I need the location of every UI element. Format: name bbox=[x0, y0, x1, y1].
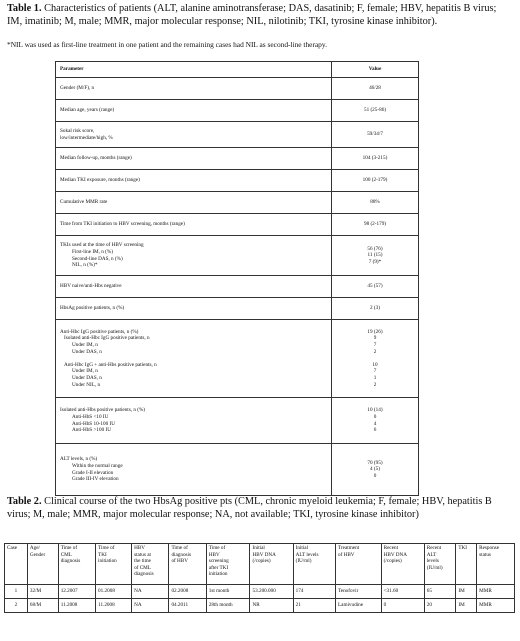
table1-param: Isolated anti-Hbs positive patients, n (%) bbox=[60, 407, 145, 414]
table2-cell: IM bbox=[456, 599, 477, 613]
table1-subparam: Second-line DAS, n (%) bbox=[72, 255, 123, 262]
table2-header-cell: Initial HBV DNA (/copies) bbox=[250, 544, 293, 585]
table1-row bbox=[56, 78, 419, 100]
table2-cell: 174 bbox=[293, 585, 335, 599]
table1-param: Time from TKI initiation to HBV screening, months (range) bbox=[60, 221, 185, 228]
table1-header-value: Value bbox=[332, 62, 419, 78]
table2-header-cell: Treatment of HBV bbox=[335, 544, 381, 585]
table1-param: Sokal risk score, low/intermediate/high, % bbox=[60, 127, 113, 141]
table1-subparam: Anti-Hbc IgG + anti-Hbs positive patients, n bbox=[64, 361, 157, 368]
table2-cell: 20 bbox=[424, 599, 456, 613]
table2-cell: NR bbox=[250, 599, 293, 613]
table2-header-cell: Time of TKI initiation bbox=[96, 544, 132, 585]
table2-header-cell: Time of diagnosis of HBV bbox=[169, 544, 206, 585]
table2-header-row bbox=[5, 544, 515, 585]
table1-param: Median TKI exposure, months (range) bbox=[60, 177, 140, 184]
table2-cell: 11.2008 bbox=[96, 599, 132, 613]
table1-value: 2 (3) bbox=[370, 305, 380, 312]
table2-cell: 0 bbox=[381, 599, 424, 613]
table1-subvalue bbox=[336, 355, 414, 362]
table2-header-cell: Time of HBV screening after TKI initiation bbox=[206, 544, 250, 585]
table1-subparam: Anti-HbS <10 IU bbox=[72, 413, 109, 420]
table2-cell: 2 bbox=[5, 599, 28, 613]
table2-cell: 32/M bbox=[27, 585, 58, 599]
table1-caption bbox=[7, 3, 507, 28]
table2-cell: 04.2011 bbox=[169, 599, 206, 613]
table2-header-cell: Recent HBV DNA (/copies) bbox=[381, 544, 424, 585]
table1-param: Cumulative MMR rate bbox=[60, 199, 108, 206]
table2-cell: NA bbox=[132, 585, 169, 599]
table2-header-cell: Case bbox=[5, 544, 28, 585]
table1-subvalue: 4 bbox=[373, 420, 377, 427]
table2-cell: 21 bbox=[293, 599, 335, 613]
table1-value: 88% bbox=[370, 199, 380, 206]
table2-cell: NA bbox=[132, 599, 169, 613]
table1-subparam: Within the normal range bbox=[72, 462, 123, 469]
table2-cell: IM bbox=[456, 585, 477, 599]
table1 bbox=[55, 61, 419, 496]
table2-cell: MMR bbox=[477, 599, 515, 613]
table1-param: Gender (M/F), n bbox=[60, 85, 95, 92]
table1-row bbox=[56, 444, 419, 496]
table1-row bbox=[56, 170, 419, 192]
table1-subparam: Isolated anti-Hbc IgG positive patients, n bbox=[64, 335, 150, 342]
table1-subvalue: 7 bbox=[373, 368, 377, 375]
table1-subvalue: 7 (9)* bbox=[368, 258, 382, 265]
table2-header-cell: Recent ALT levels (IU/ml) bbox=[424, 544, 456, 585]
table1-value: 19 (26) bbox=[367, 328, 383, 335]
table1-subparam: NIL, n (%)* bbox=[72, 262, 98, 269]
table1-param: TKIs used at the time of HBV screening bbox=[60, 242, 144, 249]
table2-cell: 02.2008 bbox=[169, 585, 206, 599]
table1-param: Median age, years (range) bbox=[60, 107, 115, 114]
table1-subparam bbox=[60, 355, 327, 362]
table1-row bbox=[56, 100, 419, 122]
table1-value: 51 (25-86) bbox=[363, 107, 387, 114]
table2-header-cell: Age/ Gender bbox=[27, 544, 58, 585]
table1-param: Median follow-up, months (range) bbox=[60, 155, 132, 162]
table1-caption-label: Table 1. bbox=[7, 3, 42, 14]
table1-header-row bbox=[56, 62, 419, 78]
table1-subvalue: 0 bbox=[373, 472, 377, 479]
table2-header-cell: Time of CML diagnosis bbox=[58, 544, 95, 585]
table1-value: 46/28 bbox=[369, 85, 381, 92]
table1-subparam: Grade I-II elevation bbox=[72, 469, 114, 476]
table1-subvalue: 6 bbox=[373, 427, 377, 434]
table1-subparam: First-line IM, n (%) bbox=[72, 248, 113, 255]
table2-cell: MMR bbox=[477, 585, 515, 599]
table1-row bbox=[56, 298, 419, 320]
table1-param: ALT levels, n (%) bbox=[60, 456, 98, 463]
table1-subvalue: 11 (15) bbox=[367, 252, 383, 259]
table2-cell: 68/M bbox=[27, 599, 58, 613]
table1-value: 10 (14) bbox=[367, 407, 383, 414]
table1-param: HBV naive/anti-Hbs negative bbox=[60, 283, 122, 290]
table2-row bbox=[5, 599, 515, 613]
table2-caption bbox=[7, 496, 507, 521]
table1-row bbox=[56, 192, 419, 214]
table1-subparam: Under IM, n bbox=[72, 368, 98, 375]
table2-cell: 01.2008 bbox=[96, 585, 132, 599]
table1-row bbox=[56, 320, 419, 398]
table2-cell: 28th month bbox=[206, 599, 250, 613]
table1-param: HbsAg positive patients, n (%) bbox=[60, 305, 125, 312]
table1-row bbox=[56, 122, 419, 148]
table1-row bbox=[56, 148, 419, 170]
table1-subvalue: 0 bbox=[373, 413, 377, 420]
table1-subvalue: 2 bbox=[373, 381, 377, 388]
table2-cell: 53.200.000 bbox=[250, 585, 293, 599]
table1-subparam: Under IM, n bbox=[72, 342, 98, 349]
table1-subvalue: 70 (95) bbox=[367, 459, 383, 466]
table1-row bbox=[56, 214, 419, 236]
table1-subvalue: 56 (76) bbox=[367, 245, 383, 252]
table1-subparam: Under NIL, n bbox=[72, 381, 101, 388]
table2-row bbox=[5, 585, 515, 599]
table1-subparam: Under DAS, n bbox=[72, 374, 102, 381]
table2-header-cell: Response status bbox=[477, 544, 515, 585]
table2-cell: 65 bbox=[424, 585, 456, 599]
table1-caption-text: Characteristics of patients (ALT, alanine aminotransferase; DAS, dasatinib; F, female; HBV, hepatitis B virus; IM, imatinib; M, male; MMR, major molecular response; NIL, nilotinib; TKI, tyrosine kinase inhibitor). bbox=[7, 3, 497, 27]
table1-subvalue: 1 bbox=[373, 374, 377, 381]
table1-subparam: Under DAS, n bbox=[72, 348, 102, 355]
table2 bbox=[4, 543, 515, 613]
table1-row bbox=[56, 276, 419, 298]
table1-subparam: Grade III-IV elevation bbox=[72, 476, 119, 483]
table1-footnote: *NIL was used as first-line treatment in one patient and the remaining cases had NIL as second-line therapy. bbox=[7, 40, 327, 49]
table2-caption-label: Table 2. bbox=[7, 496, 42, 507]
table2-cell: 1 bbox=[5, 585, 28, 599]
table1-subvalue: 9 bbox=[373, 335, 377, 342]
table2-header-cell: Initial ALT levels (IU/ml) bbox=[293, 544, 335, 585]
table1-row bbox=[56, 398, 419, 444]
table1-value: 45 (57) bbox=[367, 283, 383, 290]
table2-cell: 12.2007 bbox=[58, 585, 95, 599]
table1-param: Anti-Hbc IgG positive patients, n (%) bbox=[60, 328, 139, 335]
table1-subvalue: 4 (5) bbox=[370, 466, 380, 473]
table1-subparam: Anti-HbS >100 IU bbox=[72, 427, 111, 434]
table2-cell: <31.60 bbox=[381, 585, 424, 599]
table1-row bbox=[56, 236, 419, 276]
table1-value: 104 (3-215) bbox=[362, 155, 388, 162]
table1-subvalue: 7 bbox=[373, 342, 377, 349]
table2-cell: 1st month bbox=[206, 585, 250, 599]
table2-cell: 11.2008 bbox=[58, 599, 95, 613]
table1-value: 98 (2-179) bbox=[363, 221, 387, 228]
table1-subvalue: 10 bbox=[372, 361, 378, 368]
table1-value: 59/34/7 bbox=[367, 131, 383, 138]
table1-subparam: Anti-HbS 10-100 IU bbox=[72, 420, 115, 427]
table2-cell: Tenofovir bbox=[335, 585, 381, 599]
table2-cell: Lamivudine bbox=[335, 599, 381, 613]
table1-subvalue: 2 bbox=[373, 348, 377, 355]
table1-header-parameter: Parameter bbox=[56, 62, 332, 78]
table2-header-cell: TKI bbox=[456, 544, 477, 585]
table1-value: 100 (2-179) bbox=[362, 177, 388, 184]
table2-caption-text: Clinical course of the two HbsAg positive pts (CML, chronic myeloid leukemia; F, female; HBV, hepatitis B virus; M, male; MMR, major molecular response; NA, not available; TKI, tyrosine kinase inhibitor) bbox=[7, 496, 492, 520]
table2-header-cell: HBV status at the time of CML diagnosis bbox=[132, 544, 169, 585]
